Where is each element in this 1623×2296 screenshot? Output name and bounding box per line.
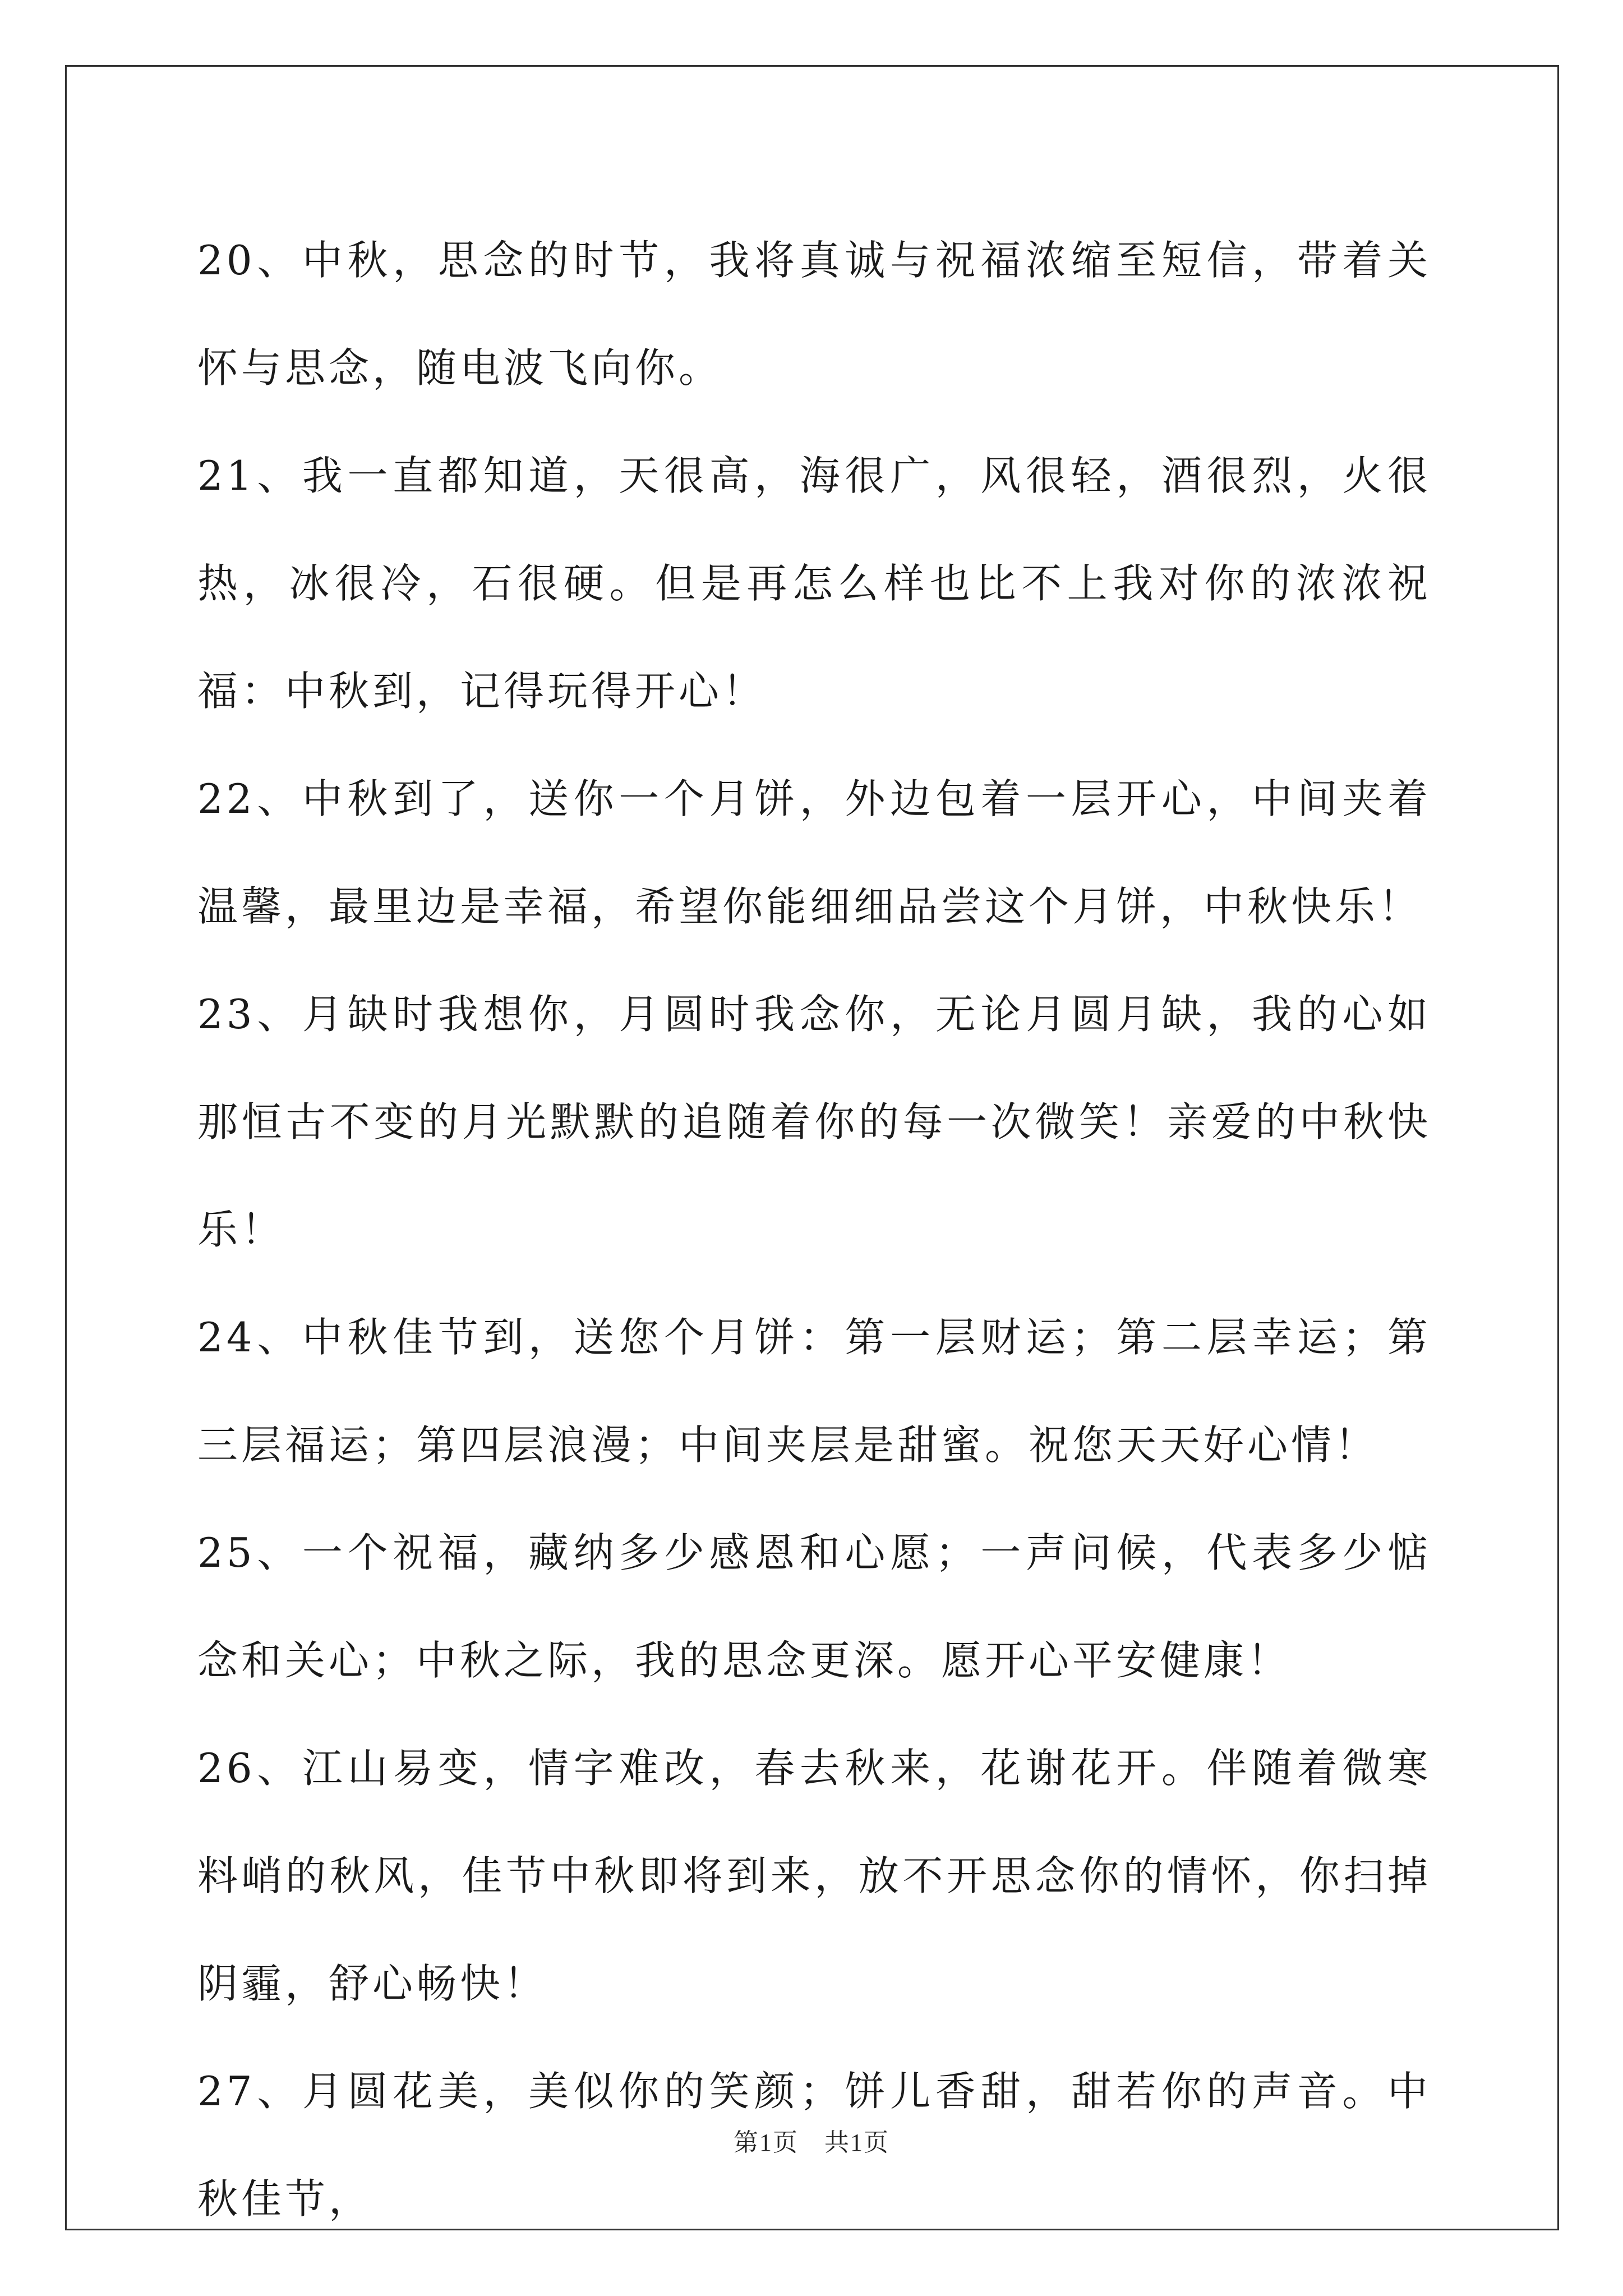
paragraph-24: 24、中秋佳节到，送您个月饼：第一层财运；第二层幸运；第三层福运；第四层浪漫；中间夹层是甜蜜。祝您天天好心情！ — [197, 1314, 1431, 1469]
paragraph-26: 26、江山易变，情字难改，春去秋来，花谢花开。伴随着微寒料峭的秋风，佳节中秋即将到来，放不开思念你的情怀，你扫掉阴霾，舒心畅快！ — [197, 1745, 1431, 2007]
document-body — [197, 206, 1431, 2253]
page-footer: 第1页 共1页 — [734, 2129, 889, 2156]
paragraph-23: 23、月缺时我想你，月圆时我念你，无论月圆月缺，我的心如那恒古不变的月光默默的追随着你的每一次微笑！亲爱的中秋快乐！ — [197, 991, 1431, 1253]
paragraph-22: 22、中秋到了，送你一个月饼，外边包着一层开心，中间夹着温馨，最里边是幸福，希望你能细细品尝这个月饼，中秋快乐！ — [197, 775, 1431, 930]
paragraph-27: 27、月圆花美，美似你的笑颜；饼儿香甜，甜若你的声音。中秋佳节， — [197, 2068, 1431, 2223]
paragraph-25: 25、一个祝福，藏纳多少感恩和心愿；一声问候，代表多少惦念和关心；中秋之际，我的思念更深。愿开心平安健康！ — [197, 1529, 1431, 1684]
paragraph-21: 21、我一直都知道，天很高，海很广，风很轻，酒很烈，火很热，冰很冷，石很硬。但是再怎么样也比不上我对你的浓浓祝福：中秋到，记得玩得开心！ — [197, 452, 1431, 715]
paragraph-20: 20、中秋，思念的时节，我将真诚与祝福浓缩至短信，带着关怀与思念，随电波飞向你。 — [197, 237, 1431, 392]
